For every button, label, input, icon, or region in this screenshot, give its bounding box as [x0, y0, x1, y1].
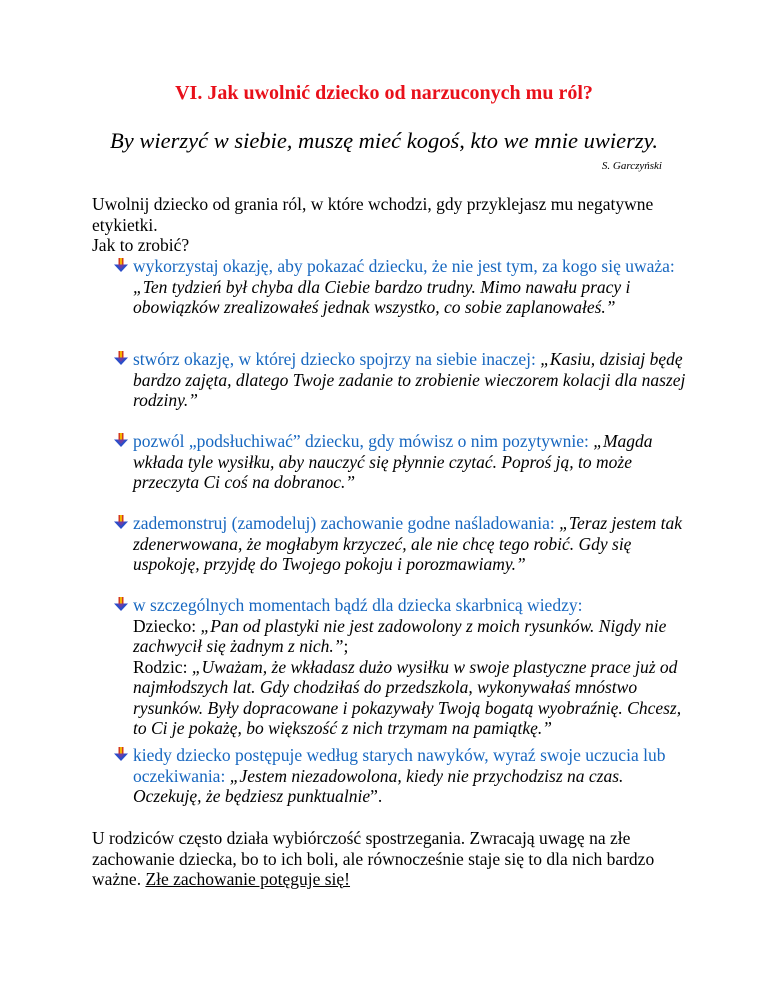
closing-underlined: Złe zachowanie potęguje się!	[145, 869, 351, 889]
item-text: kiedy dziecko postępuje według starych nawyków, wyraź swoje uczucia lub oczekiwania:	[133, 745, 666, 786]
arrow-down-bullet-icon	[114, 433, 128, 447]
arrow-down-bullet-icon	[114, 597, 128, 611]
item-text: pozwól „podsłuchiwać” dziecku, gdy mówisz o nim pozytywnie:	[133, 431, 594, 451]
list-item	[133, 513, 693, 575]
list-item	[133, 595, 693, 739]
intro-line-2: Jak to zrobić?	[92, 235, 190, 255]
list-item	[133, 349, 693, 411]
closing-text: U rodziców często działa wybiórczość spostrzegania. Zwracają uwagę na złe zachowanie dziecka, bo to ich boli, ale równocześnie staje się to dla nich bardzo ważne.	[92, 828, 655, 889]
child-line	[133, 616, 693, 657]
arrow-down-bullet-icon	[114, 515, 128, 529]
arrow-down-bullet-icon	[114, 258, 128, 272]
document-title: VI. Jak uwolnić dziecko od narzuconych mu ról?	[175, 82, 593, 104]
item-quote: „Ten tydzień był chyba dla Ciebie bardzo trudny. Mimo nawału pracy i obowiązków zrealizowałeś jednak wszystko, co sobie zaplanowałeś.”	[133, 276, 631, 317]
parent-line	[133, 657, 693, 739]
list-item	[133, 256, 693, 318]
child-label: Dziecko:	[133, 615, 201, 636]
item-quote: „Magda wkłada tyle wysiłku, aby nauczyć się płynnie czytać. Poproś ją, to może przeczyta Ci coś na dobranoc.”	[133, 431, 653, 492]
item-quote: „Jestem niezadowolona, kiedy nie przychodzisz na czas. Oczekuję, że będziesz punktualnie	[133, 765, 624, 806]
arrow-down-bullet-icon	[114, 747, 128, 761]
intro	[92, 194, 682, 256]
closing-paragraph	[92, 828, 687, 890]
parent-quote: „Uważam, że wkładasz dużo wysiłku w swoje plastyczne prace już od najmłodszych lat. Gdy chodziłaś do przedszkola, wykonywałaś mnóstwo rysunków. Były dopracowane i pokazywały Twoją bogatą wyobraźnię. Chcesz, to Ci je pokażę, bo większość z nich trzymam na pamiątkę.”	[133, 656, 682, 738]
child-quote: „Pan od plastyki nie jest zadowolony z moich rysunków. Nigdy nie zachwycił się żadnym z nich.”	[133, 615, 667, 656]
motto: By wierzyć w siebie, muszę mieć kogoś, kto we mnie uwierzy.	[109, 128, 658, 153]
arrow-down-bullet-icon	[114, 351, 128, 365]
item-quote: „Teraz jestem tak zdenerwowana, że mogłabym krzyczeć, ale nie chcę tego robić. Gdy się uspokoję, przyjdę do Twojego pokoju i porozmawiamy.”	[133, 513, 682, 574]
item-text: wykorzystaj okazję, aby pokazać dziecku, że nie jest tym, za kogo się uważa:	[133, 256, 675, 276]
intro-line-1: Uwolnij dziecko od grania ról, w które wchodzi, gdy przyklejasz mu negatywne etykietki.	[92, 194, 654, 235]
list-item	[133, 745, 693, 807]
item-quote: „Kasiu, dzisiaj będę bardzo zajęta, dlatego Twoje zadanie to zrobienie wieczorem kolacji dla naszej rodziny.”	[133, 349, 686, 410]
item-quote-end: ”.	[370, 786, 383, 806]
list-item	[133, 431, 693, 493]
motto-author: S. Garczyński	[601, 160, 662, 172]
item-text: zademonstruj (zamodeluj) zachowanie godne naśladowania:	[133, 513, 560, 533]
parent-label: Rodzic:	[133, 656, 192, 677]
child-end: ;	[343, 636, 349, 656]
item-text: stwórz okazję, w której dziecko spojrzy na siebie inaczej:	[133, 349, 541, 369]
item-text: w szczególnych momentach bądź dla dziecka skarbnicą wiedzy:	[133, 595, 583, 615]
